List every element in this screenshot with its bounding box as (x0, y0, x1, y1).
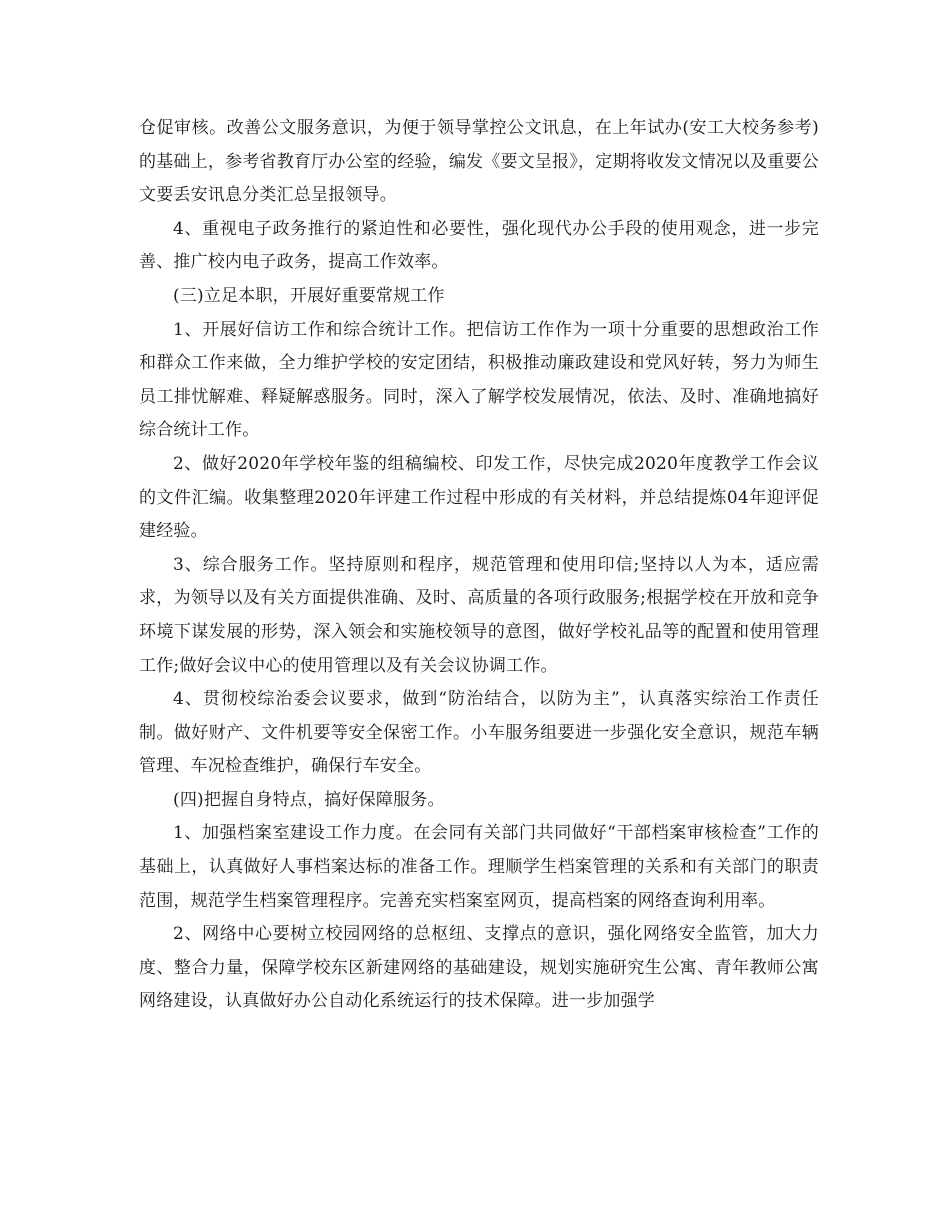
section-heading-4: (四)把握自身特点，搞好保障服务。 (173, 789, 445, 810)
paragraph-7: 4、贯彻校综治委会议要求，做到“防治结合，以防为主”，认真落实综治工作责任制。做好财产、文件机要等安全保密工作。小车服务组要进一步强化安全意识，规范车辆管理、车况检查维护，确保行车安全。 (139, 689, 819, 777)
paragraph-2: 4、重视电子政务推行的紧迫性和必要性，强化现代办公手段的使用观念，进一步完善、推广校内电子政务，提高工作效率。 (139, 218, 819, 273)
paragraph-5: 2、做好2020年学校年鉴的组稿编校、印发工作，尽快完成2020年度教学工作会议的文件汇编。收集整理2020年评建工作过程中形成的有关材料，并总结提炼04年迎评促建经验。 (139, 453, 819, 542)
paragraph-9: 1、加强档案室建设工作力度。在会同有关部门共同做好“干部档案审核检查”工作的基础上，认真做好人事档案达标的准备工作。理顺学生档案管理的关系和有关部门的职责范围，规范学生档案管理程序。完善充实档案室网页，提高档案的网络查询利用率。 (139, 823, 819, 911)
paragraph-10: 2、网络中心要树立校园网络的总枢纽、支撑点的意识，强化网络安全监管，加大力度、整合力量，保障学校东区新建网络的基础建设，规划实施研究生公寓、青年教师公寓网络建设，认真做好办公自动化系统运行的技术保障。进一步加强学 (139, 924, 819, 1012)
paragraph-6: 3、综合服务工作。坚持原则和程序，规范管理和使用印信;坚持以人为本，适应需求，为领导以及有关方面提供准确、及时、高质量的各项行政服务;根据学校在开放和竞争环境下谋发展的形势，深入领会和实施校领导的意图，做好学校礼品等的配置和使用管理工作;做好会议中心的使用管理以及有关会议协调工作。 (139, 554, 819, 676)
document-body (139, 112, 819, 1019)
section-heading-3: (三)立足本职，开展好重要常规工作 (173, 285, 445, 306)
paragraph-4: 1、开展好信访工作和综合统计工作。把信访工作作为一项十分重要的思想政治工作和群众工作来做，全力维护学校的安定团结，积极推动廉政建设和党风好转，努力为师生员工排忧解难、释疑解惑服务。同时，深入了解学校发展情况，依法、及时、准确地搞好综合统计工作。 (139, 319, 819, 441)
paragraph-1: 仓促审核。改善公文服务意识，为便于领导掌控公文讯息，在上年试办(安工大校务参考)的基础上，参考省教育厅办公室的经验，编发《要文呈报》，定期将收发文情况以及重要公文要丢安讯息分类汇总呈报领导。 (139, 118, 819, 206)
